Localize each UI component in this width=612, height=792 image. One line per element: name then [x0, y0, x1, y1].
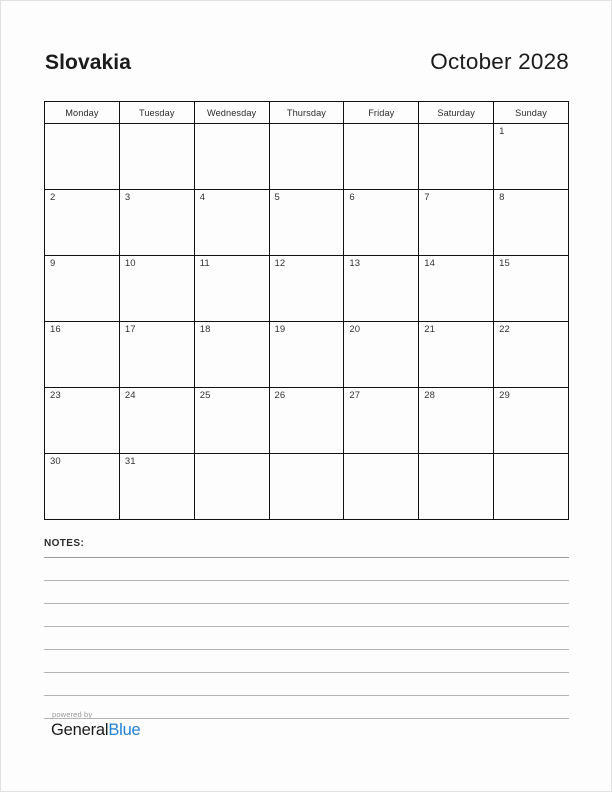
- day-cell[interactable]: [269, 388, 344, 454]
- day-number: 29: [499, 390, 510, 401]
- day-number: 30: [50, 456, 61, 467]
- day-cell[interactable]: [269, 256, 344, 322]
- weekday-header-thursday: Thursday: [269, 102, 344, 124]
- logo-text-general: General: [51, 720, 109, 739]
- day-cell[interactable]: [269, 190, 344, 256]
- weekday-header-friday: Friday: [344, 102, 419, 124]
- calendar-week-row: [45, 190, 569, 256]
- day-cell[interactable]: [494, 322, 569, 388]
- day-cell[interactable]: [119, 322, 194, 388]
- day-number: 28: [424, 390, 435, 401]
- day-number: 15: [499, 258, 510, 269]
- day-number: 4: [199, 192, 206, 203]
- day-cell[interactable]: [419, 256, 494, 322]
- day-number: 5: [274, 192, 280, 203]
- day-number: 1: [499, 126, 505, 137]
- calendar-week-row: [45, 322, 569, 388]
- day-cell[interactable]: [494, 190, 569, 256]
- day-cell[interactable]: [419, 190, 494, 256]
- notes-section: [44, 539, 569, 719]
- calendar-grid: [44, 101, 569, 520]
- day-cell[interactable]: [194, 256, 269, 322]
- day-number: 11: [199, 258, 210, 269]
- calendar-week-row: [45, 454, 569, 520]
- day-number: 10: [124, 258, 136, 269]
- day-number: 3: [124, 192, 131, 203]
- day-cell[interactable]: [494, 454, 569, 520]
- day-number: 9: [50, 258, 56, 269]
- day-number: 6: [349, 192, 355, 203]
- powered-by-label: powered by: [52, 710, 93, 719]
- day-number: 8: [499, 192, 505, 203]
- day-cell[interactable]: [45, 322, 120, 388]
- notes-writing-line[interactable]: [44, 558, 569, 581]
- day-number: 7: [424, 192, 430, 203]
- day-cell[interactable]: [194, 322, 269, 388]
- notes-writing-line[interactable]: [44, 581, 569, 604]
- day-cell[interactable]: [494, 124, 569, 190]
- day-cell[interactable]: [45, 388, 120, 454]
- day-cell[interactable]: [269, 322, 344, 388]
- day-number: 17: [124, 324, 136, 335]
- day-number: 25: [199, 390, 211, 401]
- weekday-header-tuesday: Tuesday: [119, 102, 194, 124]
- day-cell[interactable]: [119, 124, 194, 190]
- day-number: 26: [274, 390, 286, 401]
- notes-writing-line[interactable]: [44, 604, 569, 627]
- day-number: 21: [424, 324, 435, 335]
- generalblue-logo[interactable]: [51, 722, 141, 739]
- notes-writing-line[interactable]: [44, 627, 569, 650]
- day-number: 2: [50, 192, 56, 203]
- day-cell[interactable]: [194, 190, 269, 256]
- day-number: 18: [199, 324, 211, 335]
- day-cell[interactable]: [344, 124, 419, 190]
- weekday-header-sunday: Sunday: [494, 102, 569, 124]
- day-cell[interactable]: [45, 190, 120, 256]
- day-cell[interactable]: [344, 190, 419, 256]
- day-cell[interactable]: [419, 322, 494, 388]
- day-number: 27: [349, 390, 361, 401]
- day-number: 16: [50, 324, 61, 335]
- weekday-header-row: [45, 102, 569, 124]
- day-cell[interactable]: [419, 124, 494, 190]
- day-cell[interactable]: [344, 388, 419, 454]
- day-cell[interactable]: [344, 256, 419, 322]
- day-number: 24: [124, 390, 136, 401]
- day-cell[interactable]: [419, 454, 494, 520]
- day-cell[interactable]: [45, 256, 120, 322]
- day-cell[interactable]: [45, 454, 120, 520]
- day-number: 14: [424, 258, 435, 269]
- day-number: 13: [349, 258, 361, 269]
- day-cell[interactable]: [119, 256, 194, 322]
- day-cell[interactable]: [194, 388, 269, 454]
- day-cell[interactable]: [45, 124, 120, 190]
- day-number: 31: [124, 456, 136, 467]
- notes-writing-line[interactable]: [44, 673, 569, 696]
- calendar-week-row: [45, 256, 569, 322]
- day-cell[interactable]: [494, 388, 569, 454]
- day-cell[interactable]: [344, 454, 419, 520]
- country-title: Slovakia: [45, 51, 132, 74]
- day-cell[interactable]: [119, 388, 194, 454]
- footer-branding: [51, 711, 141, 738]
- notes-writing-line[interactable]: [44, 650, 569, 673]
- day-cell[interactable]: [419, 388, 494, 454]
- day-number: 23: [50, 390, 61, 401]
- month-year-title: October 2028: [430, 49, 569, 74]
- weekday-header-wednesday: Wednesday: [194, 102, 269, 124]
- day-number: 19: [274, 324, 286, 335]
- logo-text-blue: Blue: [108, 720, 141, 739]
- calendar-week-row: [45, 124, 569, 190]
- day-number: 20: [349, 324, 361, 335]
- day-cell[interactable]: [119, 454, 194, 520]
- day-number: 22: [499, 324, 510, 335]
- weekday-header-monday: Monday: [45, 102, 120, 124]
- page-header: [45, 51, 569, 85]
- notes-label: NOTES:: [44, 538, 85, 549]
- day-cell[interactable]: [344, 322, 419, 388]
- day-cell[interactable]: [494, 256, 569, 322]
- calendar-week-row: [45, 388, 569, 454]
- day-cell[interactable]: [194, 454, 269, 520]
- weekday-header-saturday: Saturday: [419, 102, 494, 124]
- day-cell[interactable]: [269, 124, 344, 190]
- day-number: 12: [274, 258, 286, 269]
- day-cell[interactable]: [119, 190, 194, 256]
- day-cell[interactable]: [194, 124, 269, 190]
- day-cell[interactable]: [269, 454, 344, 520]
